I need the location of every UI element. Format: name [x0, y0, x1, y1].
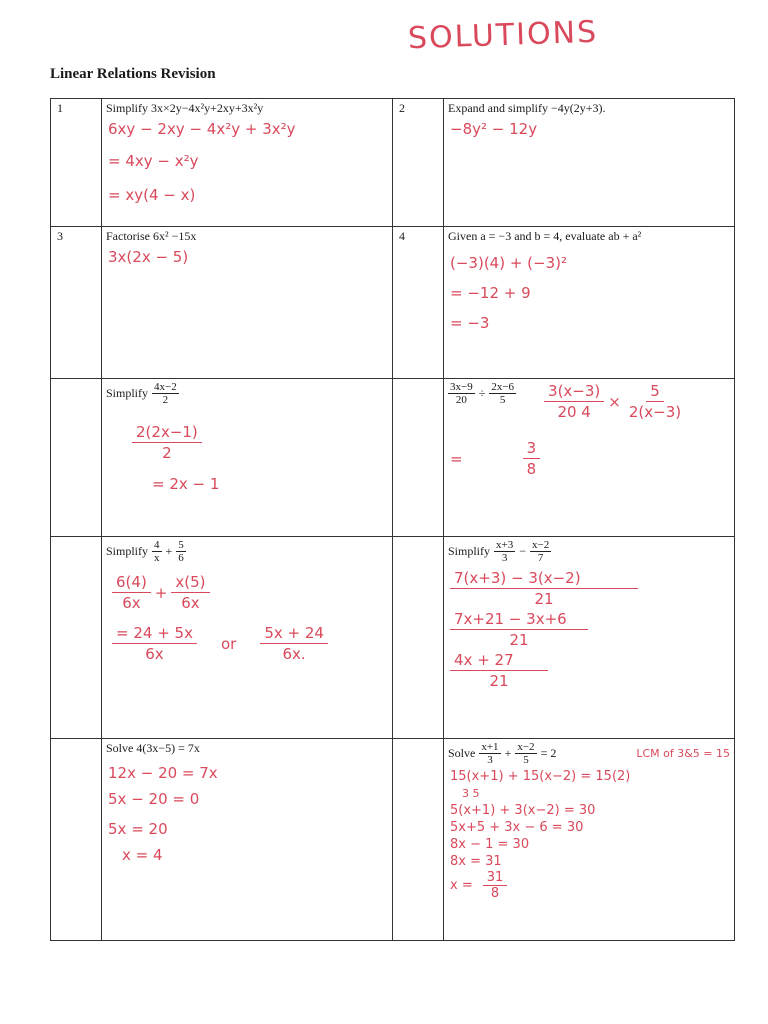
question-number: [393, 537, 444, 739]
handwritten-fraction: $\frac{5}{2(x-3)}$: [628, 382, 682, 421]
operator: +: [154, 583, 168, 602]
handwritten-fraction: $\frac{x(5)}{6x}$: [171, 572, 209, 613]
handwritten-solution: [444, 768, 734, 901]
work-line: 5(x+1) + 3(x−2) = 30: [450, 803, 596, 818]
question-6: [444, 379, 735, 537]
handwritten-solution: [102, 572, 392, 613]
question-prompt: Simplify: [106, 386, 149, 400]
work-line: 12x − 20 = 7x: [108, 764, 218, 782]
fraction: $\frac{x+1}{3}$: [481, 741, 499, 766]
work-line: 6xy − 2xy − 4x²y + 3x²y: [108, 120, 296, 138]
handwritten-solution: [102, 623, 392, 664]
question-7: [102, 537, 393, 739]
question-number: 2: [393, 99, 444, 227]
question-prompt: Given a = −3 and b = 4, evaluate ab + a²: [448, 229, 642, 243]
handwritten-solution: [526, 381, 689, 422]
fraction: $\frac{4x-2}{2}$: [154, 381, 177, 406]
question-4: [444, 227, 735, 379]
work-line: 3x(2x − 5): [108, 248, 189, 266]
handwritten-solution: [444, 252, 734, 334]
handwritten-fraction: = 24 + 5x 6x: [112, 623, 197, 664]
operator: ÷: [478, 386, 486, 400]
or-label: or: [220, 634, 237, 653]
page-title: Linear Relations Revision: [50, 66, 216, 82]
work-line: x =: [450, 878, 473, 893]
question-10: [444, 739, 735, 941]
question-prompt: Simplify: [106, 544, 149, 558]
handwritten-solution: [102, 246, 392, 268]
fraction: $\frac{2x-6}{5}$: [491, 381, 515, 406]
work-line: 8x = 31: [450, 854, 502, 869]
question-number: [393, 739, 444, 941]
lcm-note: LCM of 3&5 = 15: [636, 747, 730, 760]
handwritten-fraction: 7x+21 − 3x+6 21: [454, 609, 584, 650]
row-5: [51, 739, 735, 941]
handwritten-fraction: 6(4) 6x: [112, 572, 151, 613]
work-line: = −12 + 9: [450, 284, 531, 302]
work-line: = 4xy − x²y: [108, 152, 199, 170]
work-line: 5x+5 + 3x − 6 = 30: [450, 820, 584, 835]
handwritten-fraction: 5x + 24 6x.: [260, 623, 328, 664]
operator: +: [504, 746, 512, 760]
question-3: [102, 227, 393, 379]
question-prompt: Solve: [448, 746, 476, 760]
handwritten-fraction: $\frac{2(2x-1)}{2}$: [132, 422, 202, 463]
handwritten-fraction: $\frac{3(x-3)}{20 4}$: [544, 381, 604, 422]
handwritten-solution: [444, 438, 734, 479]
question-2: [444, 99, 735, 227]
fraction: $\frac{3x-9}{20}$: [450, 381, 473, 406]
row-1: [51, 99, 735, 227]
fraction: $\frac{4}{x}$: [154, 539, 160, 564]
question-8: [444, 537, 735, 739]
work-line: 8x − 1 = 30: [450, 837, 530, 852]
work-line: = 2x − 1: [152, 475, 220, 493]
question-5: [102, 379, 393, 537]
question-prompt: Solve 4(3x−5) = 7x: [106, 741, 200, 755]
work-line: 3 5: [462, 787, 480, 800]
operator: ×: [608, 392, 621, 411]
handwritten-solution: [444, 118, 734, 140]
question-number: 4: [393, 227, 444, 379]
operator: +: [165, 544, 173, 558]
question-prompt: Expand and simplify −4y(2y+3).: [448, 101, 606, 115]
question-9: [102, 739, 393, 941]
row-4: [51, 537, 735, 739]
handwritten-solution: [444, 568, 734, 691]
work-line: 5x = 20: [108, 820, 168, 838]
operator: −: [519, 544, 527, 558]
question-prompt: Simplify: [448, 544, 491, 558]
question-number: [51, 379, 102, 537]
fraction: $\frac{x-2}{7}$: [532, 539, 550, 564]
work-line: (−3)(4) + (−3)²: [450, 254, 567, 272]
row-3: [51, 379, 735, 537]
work-line: 15(x+1) + 15(x−2) = 15(2): [450, 769, 631, 784]
handwritten-solution: [102, 762, 392, 866]
question-number: [393, 379, 444, 537]
fraction: $\frac{x+3}{3}$: [496, 539, 514, 564]
handwritten-solution: [102, 422, 392, 495]
handwritten-fraction: 4x + 27 21: [454, 650, 544, 691]
handwritten-fraction: 7(x+3) − 3(x−2) 21: [454, 568, 634, 609]
worksheet-grid: [50, 98, 735, 941]
question-prompt: Factorise 6x² −15x: [106, 229, 197, 243]
question-1: [102, 99, 393, 227]
question-number: [51, 739, 102, 941]
question-number: [51, 537, 102, 739]
work-line: 5x − 20 = 0: [108, 790, 200, 808]
question-number: 3: [51, 227, 102, 379]
fraction: $\frac{x-2}{5}$: [517, 741, 535, 766]
handwritten-fraction: $\frac{3}{8}$: [523, 438, 541, 479]
question-number: 1: [51, 99, 102, 227]
fraction: $\frac{5}{6}$: [178, 539, 184, 564]
row-2: [51, 227, 735, 379]
handwritten-solution: [102, 118, 392, 206]
question-prompt: Simplify 3x×2y−4x²y+2xy+3x²y: [106, 101, 264, 115]
work-line: −8y² − 12y: [450, 120, 538, 138]
equals: =: [450, 449, 463, 468]
work-line: = xy(4 − x): [108, 186, 196, 204]
work-line: x = 4: [122, 846, 163, 864]
equation-rhs: = 2: [540, 746, 557, 760]
work-line: = −3: [450, 314, 490, 332]
solutions-stamp: SOLUTIONS: [407, 14, 599, 57]
handwritten-fraction: $\frac{31}{8}$: [483, 870, 508, 901]
